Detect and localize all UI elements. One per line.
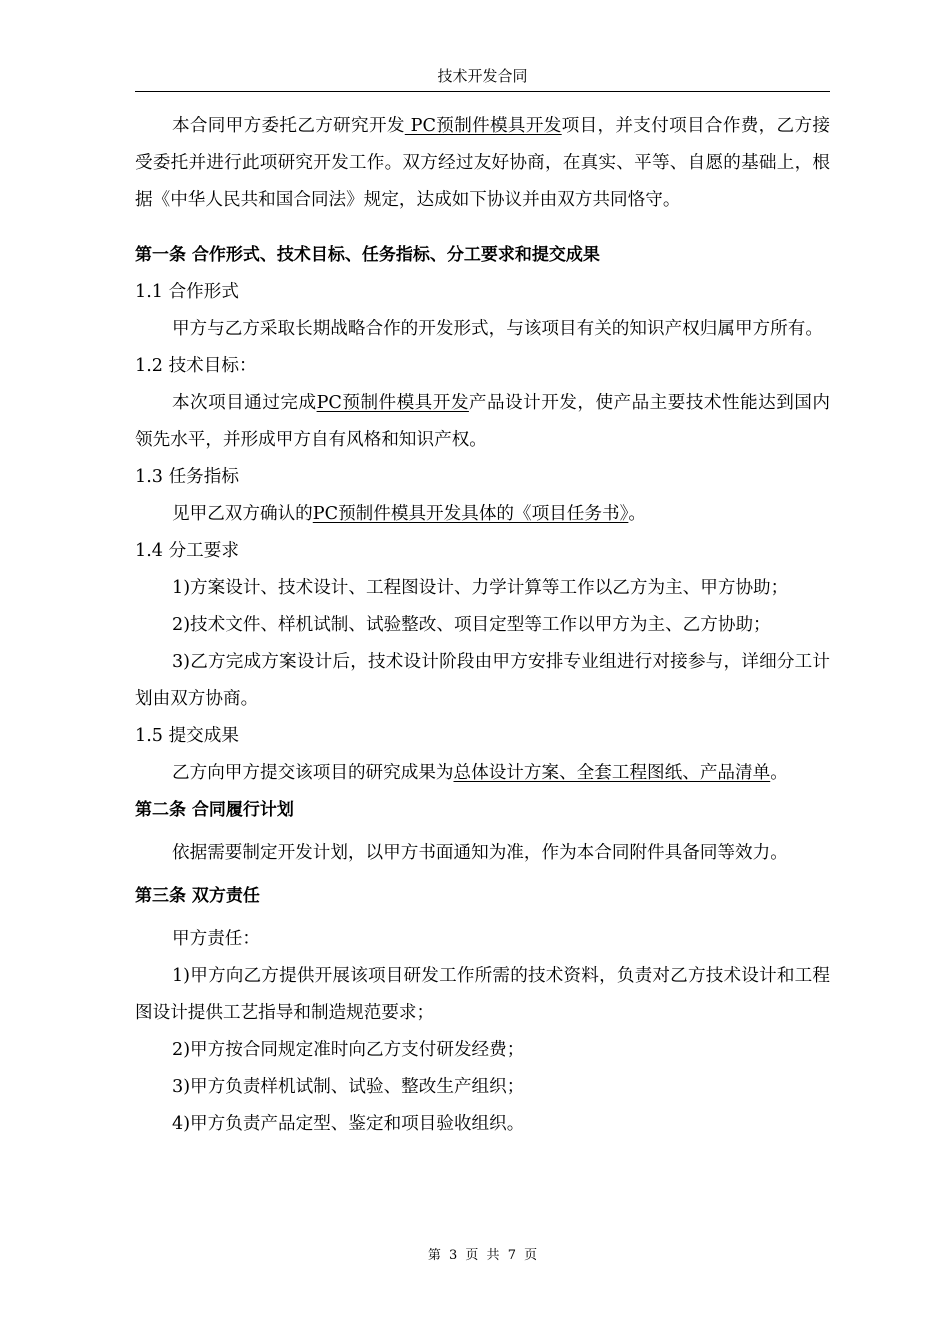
section-1-4-title: 1.4 分工要求 [135,541,239,561]
intro-text-1: 本合同甲方委托乙方研究开发 [171,116,405,136]
section-1-5-title: 1.5 提交成果 [135,726,239,746]
article-1-heading: 第一条 合作形式、技术目标、任务指标、分工要求和提交成果 [135,245,600,265]
section-1-2-underline: PC预制件模具开发 [316,393,469,413]
header-rule [135,91,830,92]
intro-text-2: 项目，并支付项目合作费，乙方接受委托并进行此项研究开发工作。双方经过友好协商，在真实、平等、自愿的基础上，根据《中华人民共和国合同法》规定，达成如下协议并由双方共同恪守。 [135,116,830,210]
section-1-2-text-2: 产品设计开发，使产品主要技术性能达到国内领先水平，并形成甲方自有风格和知识产权。 [135,393,830,450]
section-1-5-text-1: 乙方向甲方提交该项目的研究成果为 [172,763,454,783]
section-1-5-text-2: 。 [770,763,788,783]
section-1-4-item-1: 1)方案设计、技术设计、工程图设计、力学计算等工作以乙方为主、甲方协助； [172,578,789,598]
section-1-1-text: 甲方与乙方采取长期战略合作的开发形式，与该项目有关的知识产权归属甲方所有。 [171,319,823,339]
page-footer-number: 第 3 页 共 7 页 [427,1248,538,1263]
section-1-2-title: 1.2 技术目标： [135,356,257,376]
section-1-5-underline: 总体设计方案、全套工程图纸、产品清单 [453,763,771,783]
section-1-4-item-3: 3)乙方完成方案设计后，技术设计阶段由甲方安排专业组进行对接参与，详细分工计划由双方协商。 [135,652,830,709]
article-3-heading: 第三条 双方责任 [135,886,260,906]
article-3-party-a-label: 甲方责任： [172,929,260,949]
article-2-text: 依据需要制定开发计划，以甲方书面通知为准，作为本合同附件具备同等效力。 [172,843,788,863]
section-1-3-underline: PC预制件模具开发具体的《项目任务书》 [312,504,629,524]
article-3-item-2: 2)甲方按合同规定准时向乙方支付研发经费； [172,1040,525,1060]
section-1-3-text-2: 。 [628,504,646,524]
section-1-3-title: 1.3 任务指标 [135,467,239,487]
article-3-item-4: 4)甲方负责产品定型、鉴定和项目验收组织。 [172,1114,525,1134]
page-header-title: 技术开发合同 [437,67,528,85]
section-1-1-title: 1.1 合作形式 [135,282,239,302]
intro-paragraph [135,108,830,219]
section-1-5-text [135,755,830,792]
section-1-4-item-2: 2)技术文件、样机试制、试验整改、项目定型等工作以甲方为主、乙方协助； [172,615,771,635]
article-2-heading: 第二条 合同履行计划 [135,800,294,820]
document-body [135,108,830,1143]
article-3-item-3: 3)甲方负责样机试制、试验、整改生产组织； [172,1077,525,1097]
intro-project-name: PC预制件模具开发 [404,116,562,136]
section-1-2-text-1: 本次项目通过完成 [171,393,317,413]
section-1-3-text-1: 见甲乙双方确认的 [172,504,313,524]
article-3-item-1: 1)甲方向乙方提供开展该项目研发工作所需的技术资料，负责对乙方技术设计和工程图设计提供工艺指导和制造规范要求； [135,966,830,1023]
section-1-3-text [135,496,830,533]
section-1-2-text [135,385,830,459]
